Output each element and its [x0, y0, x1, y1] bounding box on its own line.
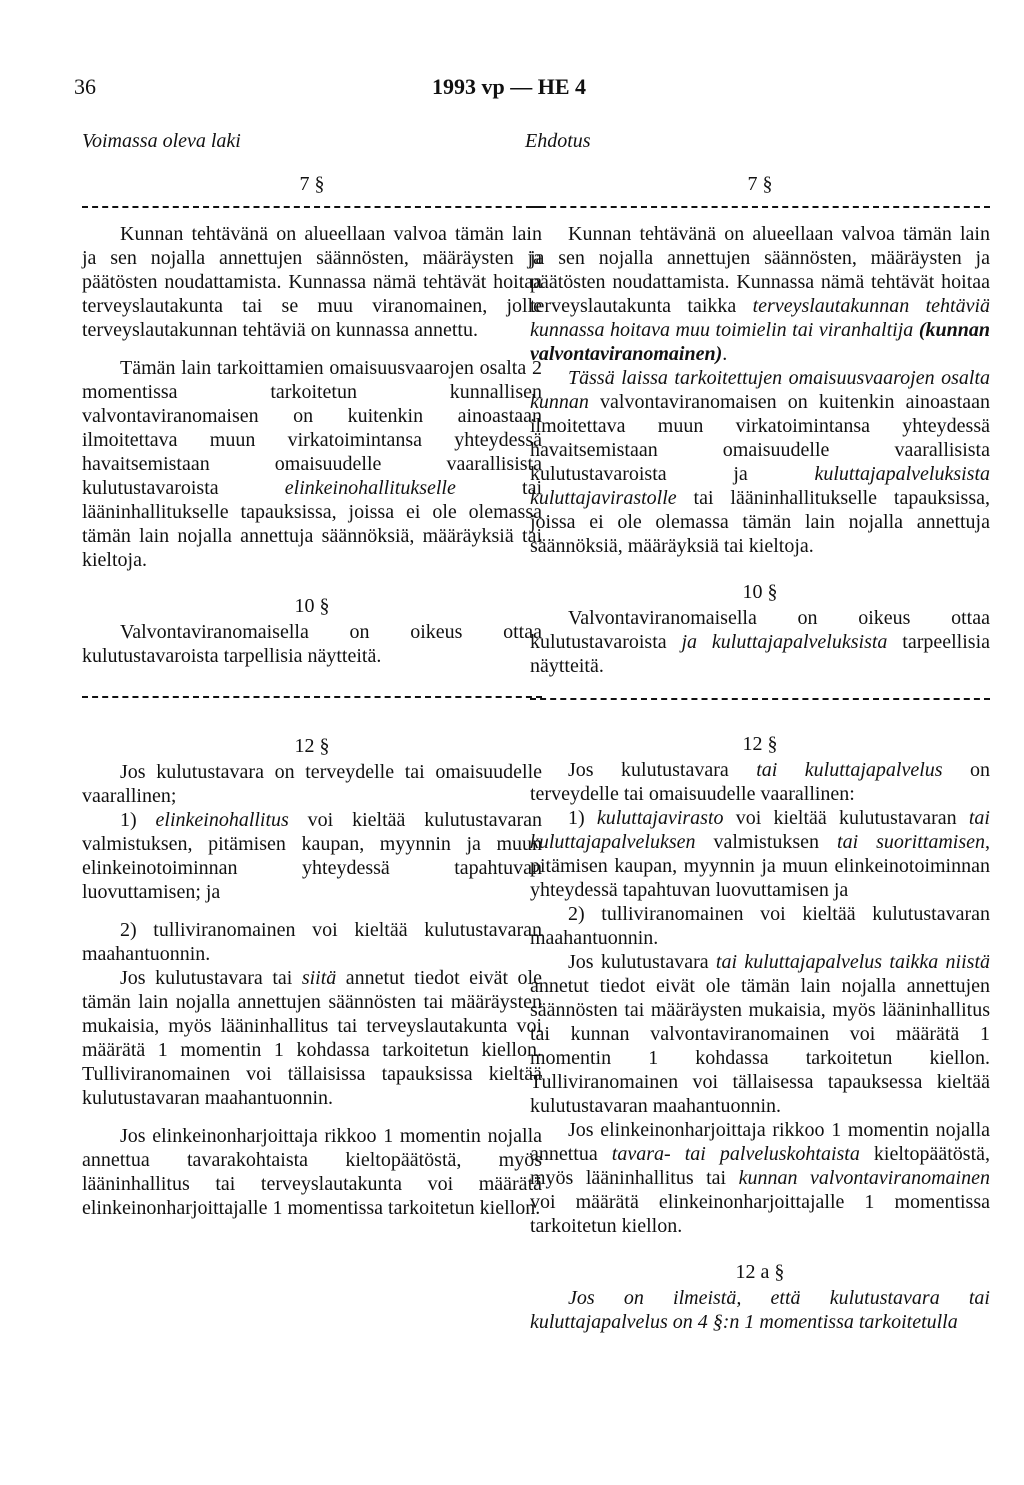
paragraph: 1) elinkeinohallitus voi kieltää kulutustavaran valmistuksen, pitämisen kaupan, myynnin ja muun elinkeinotoiminnan yhteydessä tapahtuvan luovuttamisen; ja: [82, 809, 542, 903]
section-title: 12 §: [294, 735, 330, 757]
column-heading-current-law: Voimassa oleva laki: [82, 130, 241, 152]
section-title: 10 §: [294, 595, 330, 617]
omission-divider: [82, 200, 542, 208]
paragraph: Kunnan tehtävänä on alueellaan valvoa tämän lain ja sen nojalla annettujen säännösten, määräysten ja päätösten noudattamista. Kunnassa nämä tehtävät hoitaa terveyslautakunta taikka terveyslautakunnan tehtäviä kunnassa hoitava muu toimielin tai viranhaltija (kunnan valvontaviranomainen).: [530, 223, 990, 365]
paragraph: Jos elinkeinonharjoittaja rikkoo 1 momentin nojalla annettua tavarakohtaista kieltopäätöstä, myös lääninhallitus tai terveyslautakunta voi määrätä elinkeinonharjoittajalle 1 momentissa tarkoitetun kiellon.: [82, 1125, 542, 1219]
paragraph: Jos kulutustavara tai kuluttajapalvelus on terveydelle tai omaisuudelle vaarallinen:: [530, 759, 990, 805]
paragraph: Valvontaviranomaisella on oikeus ottaa kulutustavaroista tarpellisia näytteitä.: [82, 621, 542, 667]
paragraph: Jos kulutustavara tai kuluttajapalvelus taikka niistä annetut tiedot eivät ole tämän lain nojalla annettujen säännösten tai määräysten mukaisia, myös lääninhallitus tai kunnan valvontaviranomainen voi määrätä 1 momentin 1 kohdassa tarkoitetun kiellon. Tulliviranomainen voi tällaisessa tapauksessa kieltää kulutustavaran maahantuonnin.: [530, 951, 991, 1117]
paragraph: 1) kuluttajavirasto voi kieltää kulutustavaran tai kuluttajapalveluksen valmistuksen tai suorittamisen, pitämisen kaupan, myynnin ja muun elinkeinotoiminnan yhteydessä tapahtuvan luovuttamisen ja: [530, 807, 990, 901]
paragraph: Tässä laissa tarkoitettujen omaisuusvaarojen osalta kunnan valvontaviranomaisen on kuitenkin ainoastaan ilmoitettava muun virkatoimintansa yhteydessä havaitsemistaan omaisuudelle vaarallisista kulutustavaroista ja kuluttajapalveluksista kuluttajavirastolle tai lääninhallitukselle tapauksissa, joissa ei ole olemassa tämän lain nojalla annettuja säännöksiä, määräyksiä tai kieltoja.: [530, 367, 990, 557]
section-title: 7 §: [747, 173, 773, 195]
column-heading-proposal: Ehdotus: [525, 130, 591, 152]
paragraph: Jos on ilmeistä, että kulutustavara tai kuluttajapalvelus on 4 §:n 1 momentissa tarkoitetulla: [530, 1287, 990, 1333]
section-title: 12 a §: [735, 1261, 785, 1283]
page-header: [0, 74, 1024, 104]
paragraph: Jos kulutustavara on terveydelle tai omaisuudelle vaarallinen;: [82, 761, 542, 807]
current-law-column: [82, 172, 542, 1472]
omission-divider: [82, 690, 542, 698]
paragraph: Tämän lain tarkoittamien omaisuusvaarojen osalta 2 momentissa tarkoitetun kunnallisen valvontaviranomaisen on kuitenkin ainoastaan ilmoitettava muun virkatoimintansa yhteydessä havaitsemistaan omaisuudelle vaarallisista kulutustavaroista elinkeinohallitukselle tai lääninhallitukselle tapauksissa, joissa ei ole olemassa tämän lain nojalla annettuja säännöksiä, määräyksiä tai kieltoja.: [82, 357, 542, 571]
paragraph: Valvontaviranomaisella on oikeus ottaa kulutustavaroista ja kuluttajapalveluksista tarpeellisia näytteitä.: [530, 607, 990, 677]
paragraph: Kunnan tehtävänä on alueellaan valvoa tämän lain ja sen nojalla annettujen säännösten, määräysten ja päätösten noudattamista. Kunnassa nämä tehtävät hoitaa terveyslautakunta tai se muu viranomainen, jolle terveyslautakunnan tehtäviä on kunnassa annettu.: [82, 223, 542, 341]
paragraph: 2) tulliviranomainen voi kieltää kulutustavaran maahantuonnin.: [530, 903, 990, 949]
paragraph: Jos kulutustavara tai siitä annetut tiedot eivät ole tämän lain nojalla annettujen säännösten tai määräysten mukaisia, myös lääninhallitus tai terveyslautakunta voi määrätä 1 momentin 1 kohdassa tarkoitetun kiellon. Tulliviranomainen voi tällaisissa tapauksissa kieltää kulutustavaran maahantuonnin.: [82, 967, 542, 1109]
omission-divider: [530, 692, 990, 700]
section-title: 10 §: [742, 581, 778, 603]
omission-divider: [530, 200, 990, 208]
proposal-column: [530, 172, 990, 1472]
section-title: 7 §: [299, 173, 325, 195]
paragraph: Jos elinkeinonharjoittaja rikkoo 1 momentin nojalla annettua tavara- tai palveluskohtaista kieltopäätöstä, myös lääninhallitus tai kunnan valvontaviranomainen voi määrätä elinkeinonharjoittajalle 1 momentissa tarkoitetun kiellon.: [530, 1119, 990, 1237]
page-number: 36: [74, 74, 96, 99]
section-title: 12 §: [742, 733, 778, 755]
document-id: 1993 vp — HE 4: [432, 74, 587, 99]
paragraph: 2) tulliviranomainen voi kieltää kulutustavaran maahantuonnin.: [82, 919, 542, 965]
